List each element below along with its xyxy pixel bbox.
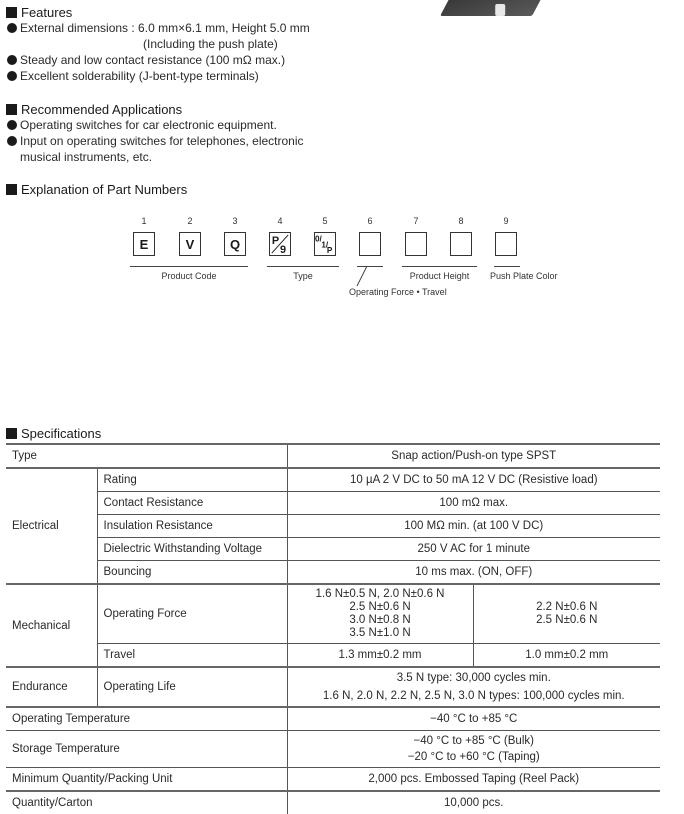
type-label: Type — [293, 271, 313, 281]
position-number: 2 — [187, 216, 193, 226]
table-row — [6, 707, 660, 731]
product-code-label: Product Code — [161, 271, 217, 281]
table-row — [6, 644, 660, 668]
position-number: 3 — [232, 216, 238, 226]
type-value: Snap action/Push-on type SPST — [287, 444, 660, 468]
feature-text: Excellent solderability (J-bent-type terminals) — [20, 69, 259, 83]
square-bullet-icon — [6, 104, 17, 115]
operating-force-values-1 — [287, 584, 473, 644]
bouncing-value: 10 ms max. (ON, OFF) — [287, 561, 660, 585]
quantity-carton-value: 10,000 pcs. — [287, 791, 660, 814]
feature-text: Steady and low contact resistance (100 mΩ max.) — [20, 53, 286, 67]
bullet-icon — [7, 23, 17, 33]
insulation-resistance-value: 100 MΩ min. (at 100 V DC) — [287, 515, 660, 538]
operating-temperature-label: Operating Temperature — [6, 707, 287, 731]
table-row — [6, 538, 660, 561]
code-box-e: E — [133, 232, 155, 256]
force-value: 2.2 N±0.6 N — [536, 601, 598, 613]
rating-value: 10 µA 2 V DC to 50 mA 12 V DC (Resistive load) — [287, 468, 660, 492]
code-box-p-9 — [269, 232, 291, 256]
feature-item — [6, 20, 310, 36]
p-slash-9-glyph — [270, 232, 290, 256]
applications-heading — [6, 102, 182, 117]
storage-line: −40 °C to +85 °C (Bulk) — [413, 735, 534, 747]
quantity-carton-label: Quantity/Carton — [6, 791, 287, 814]
storage-temperature-label: Storage Temperature — [6, 731, 287, 768]
square-bullet-icon — [6, 7, 17, 18]
svg-text:P: P — [326, 246, 333, 256]
svg-text:P: P — [271, 235, 280, 247]
min-quantity-value: 2,000 pcs. Embossed Taping (Reel Pack) — [287, 768, 660, 792]
table-row — [6, 667, 660, 707]
table-row — [6, 468, 660, 492]
code-box-8 — [450, 232, 472, 256]
features-heading — [6, 5, 72, 20]
force-value: 3.5 N±1.0 N — [349, 627, 411, 639]
mechanical-label: Mechanical — [6, 584, 97, 667]
bullet-icon — [7, 120, 17, 130]
position-number: 7 — [413, 216, 419, 226]
code-box-7 — [405, 232, 427, 256]
bullet-icon — [7, 55, 17, 65]
specifications-heading — [6, 426, 101, 441]
force-value: 2.5 N±0.6 N — [349, 601, 411, 613]
force-value: 2.5 N±0.6 N — [536, 614, 598, 626]
type-underline — [267, 266, 339, 267]
travel-label: Travel — [97, 644, 287, 668]
operating-life-value — [287, 667, 660, 707]
force-value: 1.6 N±0.5 N, 2.0 N±0.6 N — [315, 588, 445, 600]
operating-force-values-2 — [473, 584, 660, 644]
0-1-p-glyph — [315, 232, 335, 256]
push-plate — [495, 4, 505, 16]
position-number: 9 — [503, 216, 509, 226]
code-box-0-1-p — [314, 232, 336, 256]
push-plate-color-label: Push Plate Color — [490, 271, 558, 281]
part-numbers-title: Explanation of Part Numbers — [21, 182, 188, 197]
push-plate-underline — [494, 266, 520, 267]
product-height-label: Product Height — [409, 271, 470, 281]
life-line: 3.5 N type: 30,000 cycles min. — [396, 672, 551, 684]
application-item — [6, 133, 304, 149]
min-quantity-label: Minimum Quantity/Packing Unit — [6, 768, 287, 792]
svg-text:1/: 1/ — [321, 240, 329, 250]
feature-item — [6, 52, 285, 68]
storage-temperature-value — [287, 731, 660, 768]
code-box-9 — [495, 232, 517, 256]
application-text: Operating switches for car electronic equipment. — [20, 118, 277, 132]
features-title: Features — [21, 5, 73, 20]
storage-line: −20 °C to +60 °C (Taping) — [407, 751, 540, 763]
svg-text:9: 9 — [280, 244, 287, 256]
code-box-q: Q — [224, 232, 246, 256]
position-number: 1 — [141, 216, 147, 226]
table-row — [6, 731, 660, 768]
table-row — [6, 515, 660, 538]
electrical-label: Electrical — [6, 468, 97, 584]
feature-continuation: (Including the push plate) — [143, 37, 278, 51]
application-item — [6, 117, 277, 133]
rating-label: Rating — [97, 468, 287, 492]
position-number: 4 — [277, 216, 283, 226]
leader-line — [355, 266, 375, 288]
operating-force-travel-label: Operating Force • Travel — [349, 287, 447, 297]
type-label: Type — [6, 444, 287, 468]
product-photo — [440, 0, 548, 16]
application-continuation: musical instruments, etc. — [20, 150, 153, 164]
applications-title: Recommended Applications — [21, 102, 183, 117]
table-row — [6, 791, 660, 814]
contact-resistance-label: Contact Resistance — [97, 492, 287, 515]
square-bullet-icon — [6, 184, 17, 195]
operating-force-label: Operating Force — [97, 584, 287, 644]
dielectric-voltage-value: 250 V AC for 1 minute — [287, 538, 660, 561]
code-box-6 — [359, 232, 381, 256]
table-row — [6, 561, 660, 585]
life-line: 1.6 N, 2.0 N, 2.2 N, 2.5 N, 3.0 N types: 100,000 cycles min. — [322, 690, 625, 702]
table-row — [6, 444, 660, 468]
table-row — [6, 768, 660, 792]
product-height-underline — [402, 266, 477, 267]
part-numbers-heading — [6, 182, 187, 197]
bullet-icon — [7, 71, 17, 81]
product-code-underline — [130, 266, 248, 267]
contact-resistance-value: 100 mΩ max. — [287, 492, 660, 515]
force-value: 3.0 N±0.8 N — [349, 614, 411, 626]
endurance-label: Endurance — [6, 667, 97, 707]
square-bullet-icon — [6, 428, 17, 439]
position-number: 8 — [458, 216, 464, 226]
feature-item — [6, 68, 259, 84]
specifications-title: Specifications — [21, 426, 102, 441]
travel-value-2: 1.0 mm±0.2 mm — [473, 644, 660, 668]
bouncing-label: Bouncing — [97, 561, 287, 585]
position-number: 6 — [367, 216, 373, 226]
operating-temperature-value: −40 °C to +85 °C — [287, 707, 660, 731]
operating-life-label: Operating Life — [97, 667, 287, 707]
insulation-resistance-label: Insulation Resistance — [97, 515, 287, 538]
application-text: Input on operating switches for telephones, electronic — [20, 134, 304, 148]
dielectric-voltage-label: Dielectric Withstanding Voltage — [97, 538, 287, 561]
position-number: 5 — [322, 216, 328, 226]
specifications-table — [6, 443, 660, 814]
svg-text:0/: 0/ — [315, 234, 322, 244]
feature-text: External dimensions : 6.0 mm×6.1 mm, Height 5.0 mm — [20, 21, 310, 35]
code-box-v: V — [179, 232, 201, 256]
table-row — [6, 584, 660, 644]
travel-value-1: 1.3 mm±0.2 mm — [287, 644, 473, 668]
bullet-icon — [7, 136, 17, 146]
table-row — [6, 492, 660, 515]
